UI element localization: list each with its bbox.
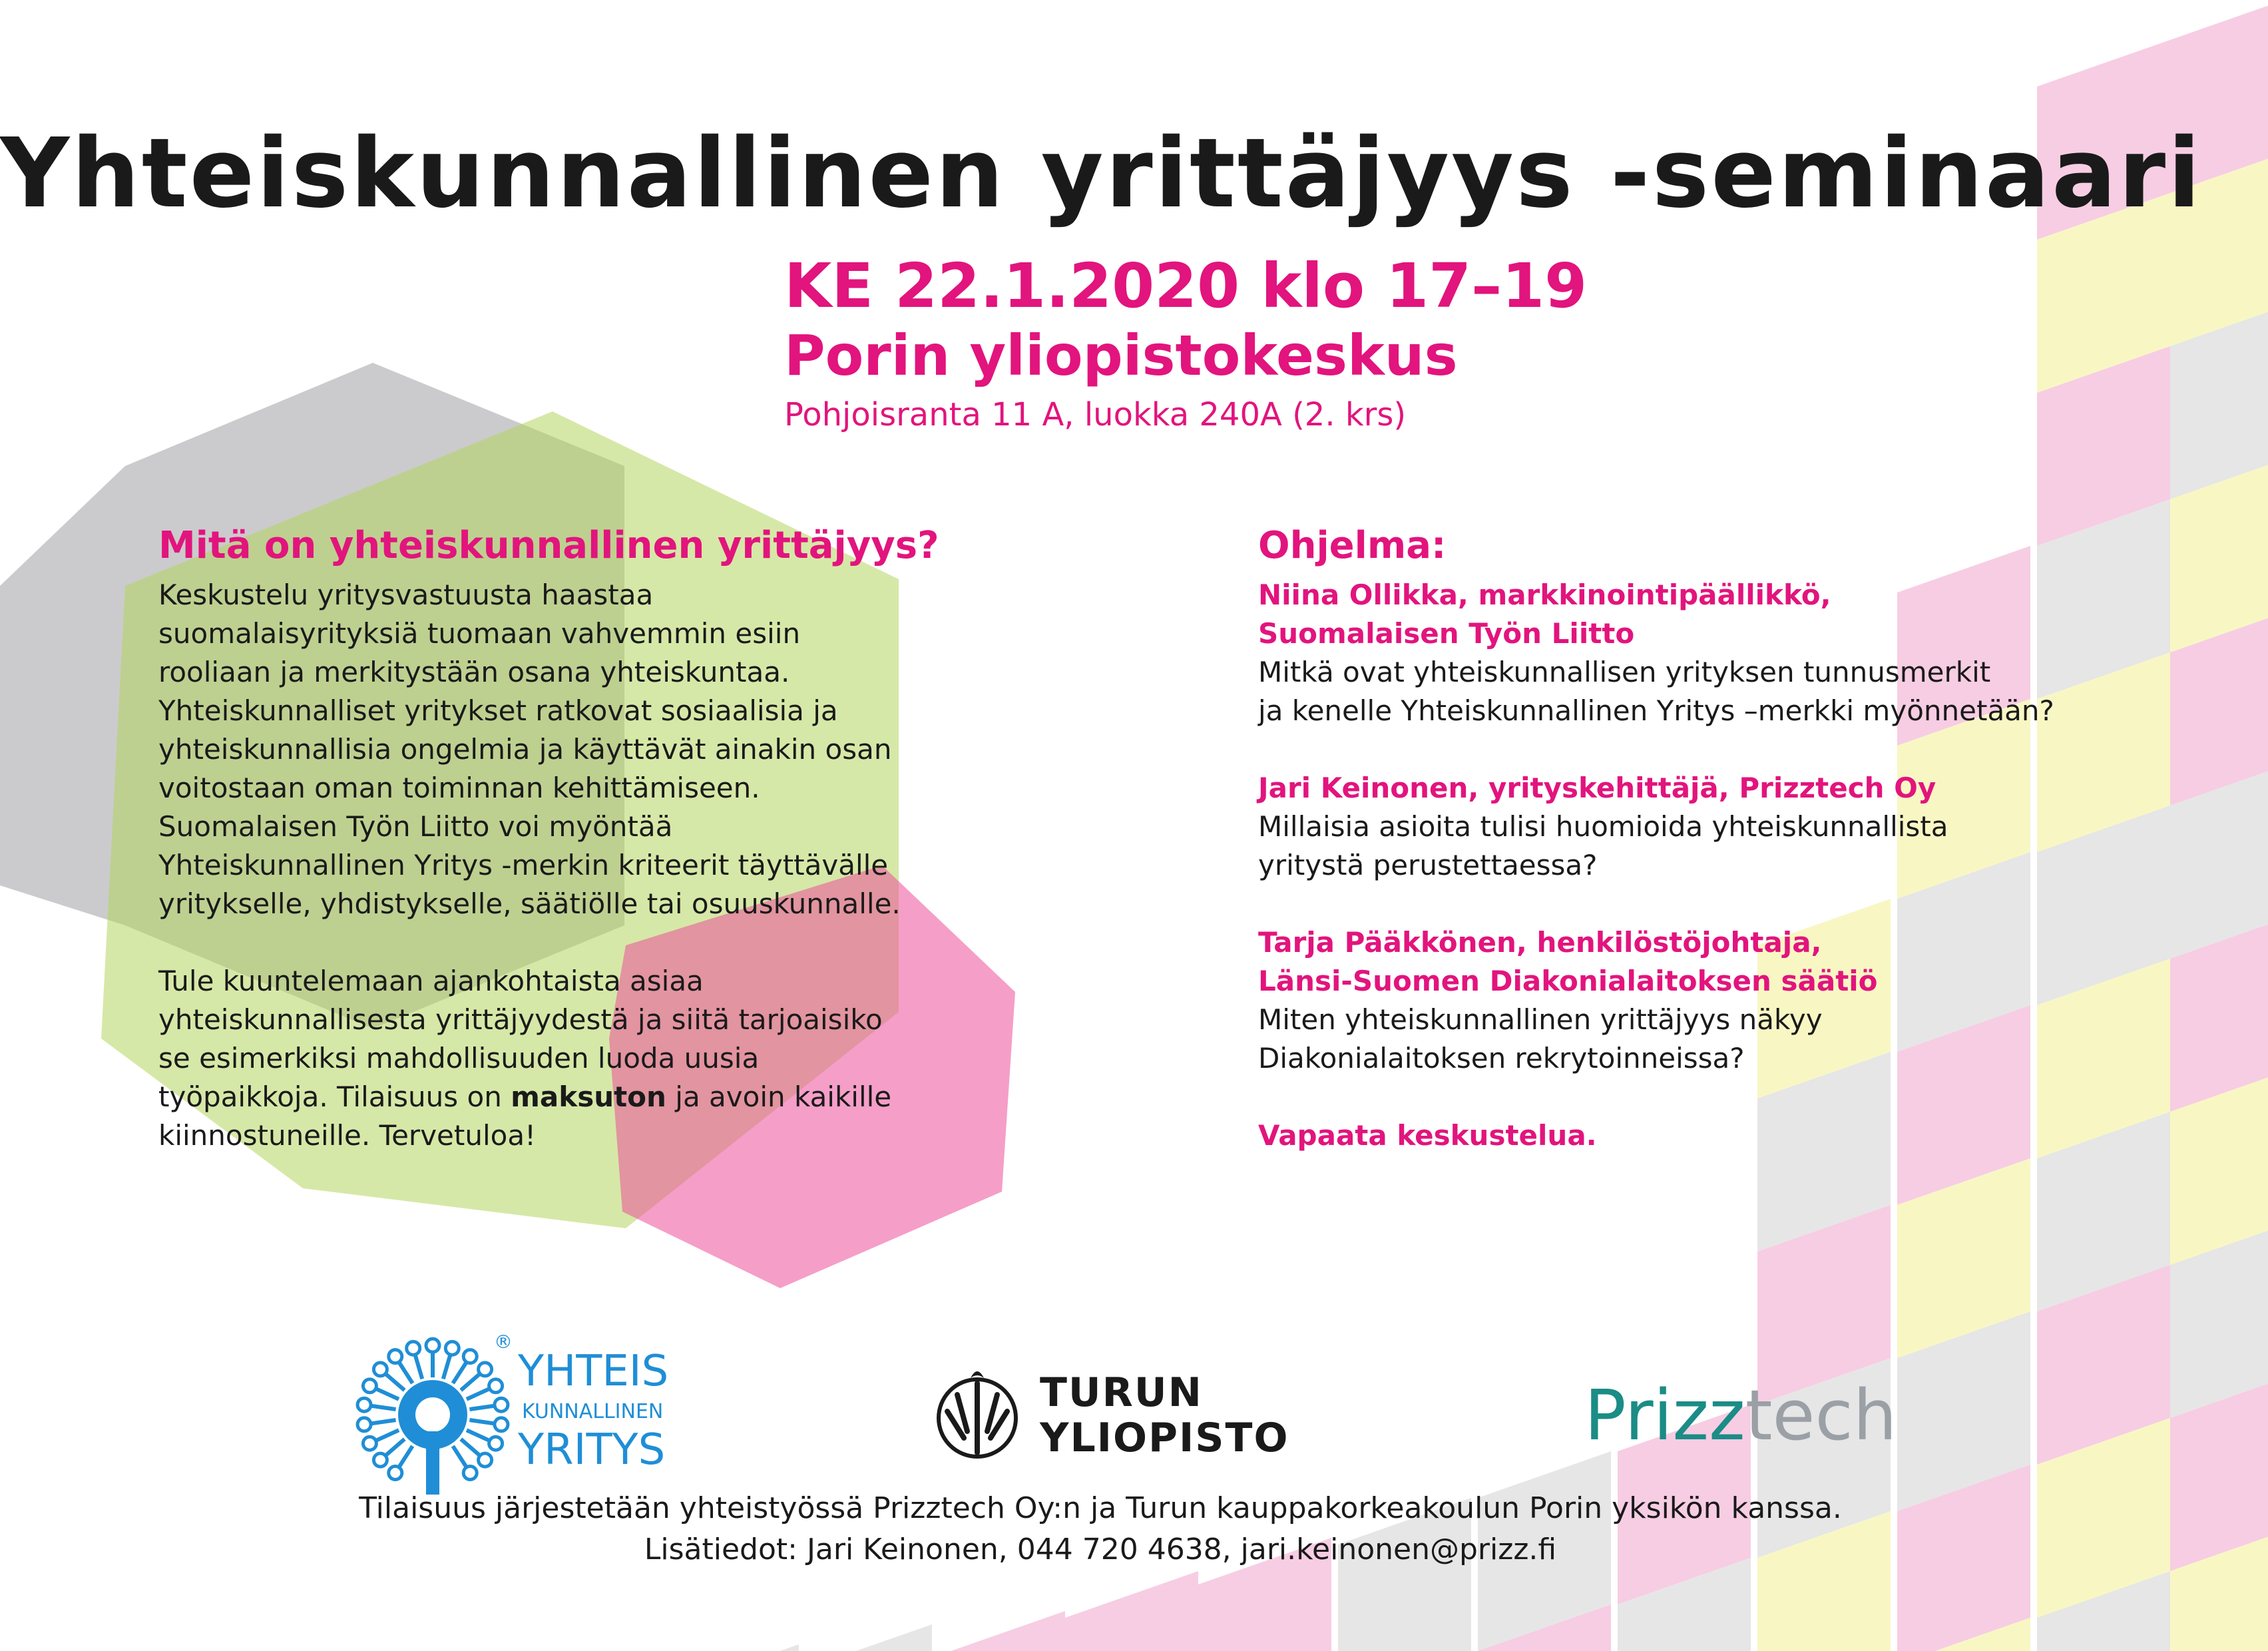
intro-line: se esimerkiksi mahdollisuuden luoda uusia bbox=[158, 1042, 760, 1074]
event-address: Pohjoisranta 11 A, luokka 240A (2. krs) bbox=[784, 396, 1407, 433]
topic-line: Miten yhteiskunnallinen yrittäjyys näkyy bbox=[1258, 1003, 1823, 1036]
intro-line: Yhteiskunnallinen Yritys -merkin kriteerit täyttävälle bbox=[158, 849, 889, 881]
free-of-charge-emphasis: maksuton bbox=[511, 1080, 666, 1113]
topic-line: Millaisia asioita tulisi huomioida yhteiskunnallista bbox=[1258, 810, 1948, 843]
prizztech-logo bbox=[1584, 1375, 1897, 1456]
intro-line: Suomalaisen Työn Liitto voi myöntää bbox=[158, 810, 673, 843]
speaker-line: Tarja Pääkkönen, henkilöstöjohtaja, bbox=[1258, 926, 1822, 959]
decor-tile bbox=[1065, 1571, 1198, 1651]
prizztech-logo-part2: tech bbox=[1745, 1375, 1897, 1456]
intro-line-with-bold bbox=[158, 1078, 944, 1116]
intro-line: yhteiskunnallisesta yrittäjyydestä ja siitä tarjoaisiko bbox=[158, 1003, 883, 1036]
torch-emblem-icon bbox=[931, 1365, 1024, 1465]
dandelion-icon bbox=[353, 1335, 513, 1495]
topic-line: yritystä perustettaessa? bbox=[1258, 849, 1598, 881]
speaker-line: Suomalaisen Työn Liitto bbox=[1258, 617, 1635, 650]
intro-line: Keskustelu yritysvastuusta haastaa bbox=[158, 579, 654, 611]
program-heading: Ohjelma: bbox=[1258, 524, 1447, 567]
intro-paragraph-2 bbox=[158, 962, 944, 1155]
intro-paragraph-1 bbox=[158, 576, 944, 923]
intro-line: Yhteiskunnalliset yritykset ratkovat sosiaalisia ja bbox=[158, 694, 838, 727]
intro-line: Tule kuuntelemaan ajankohtaista asiaa bbox=[158, 965, 704, 997]
event-place: Porin yliopistokeskus bbox=[784, 323, 1458, 388]
intro-line: voitostaan oman toiminnan kehittämiseen. bbox=[158, 772, 760, 804]
speaker-line: Länsi-Suomen Diakonialaitoksen säätiö bbox=[1258, 965, 1878, 997]
decor-tile bbox=[799, 1624, 932, 1651]
program-item bbox=[1258, 923, 2137, 1078]
intro-line: suomalaisyrityksiä tuomaan vahvemmin esiin bbox=[158, 617, 801, 650]
program-section bbox=[1258, 516, 2137, 1155]
intro-line: yritykselle, yhdistykselle, säätiölle tai osuuskunnalle. bbox=[158, 887, 901, 920]
page-title: Yhteiskunnallinen yrittäjyys -seminaari bbox=[0, 117, 2203, 229]
event-info bbox=[784, 250, 1587, 438]
topic-line: Diakonialaitoksen rekrytoinneissa? bbox=[1258, 1042, 1745, 1074]
program-item bbox=[1258, 576, 2137, 730]
registered-mark: ® bbox=[494, 1331, 513, 1353]
yk-logo-line1: YHTEIS bbox=[518, 1347, 669, 1396]
yk-logo-line2: KUNNALLINEN bbox=[522, 1400, 664, 1423]
footer-contact: Lisätiedot: Jari Keinonen, 044 720 4638, jari.keinonen@prizz.fi bbox=[644, 1533, 1557, 1566]
topic-line: ja kenelle Yhteiskunnallinen Yritys –merkki myönnetään? bbox=[1258, 694, 2054, 727]
decor-tile bbox=[666, 1644, 799, 1651]
speaker-line: Jari Keinonen, yrityskehittäjä, Prizztech Oy bbox=[1258, 772, 1936, 804]
intro-line: kiinnostuneille. Tervetuloa! bbox=[158, 1119, 536, 1152]
intro-line: yhteiskunnallisia ongelmia ja käyttävät ainakin osan bbox=[158, 733, 892, 766]
tu-line2: YLIOPISTO bbox=[1040, 1415, 1289, 1461]
turun-yliopisto-wordmark bbox=[1040, 1370, 1289, 1461]
intro-text: työpaikkoja. Tilaisuus on bbox=[158, 1080, 511, 1113]
intro-section bbox=[158, 516, 944, 1155]
intro-line: rooliaan ja merkitystään osana yhteiskuntaa. bbox=[158, 656, 790, 688]
intro-text: ja avoin kaikille bbox=[666, 1080, 892, 1113]
speaker-line: Niina Ollikka, markkinointipäällikkö, bbox=[1258, 579, 1831, 611]
program-item bbox=[1258, 769, 2137, 885]
yhteiskunnallinen-yritys-logo bbox=[353, 1331, 669, 1497]
intro-heading: Mitä on yhteiskunnallinen yrittäjyys? bbox=[158, 524, 939, 567]
topic-line: Mitkä ovat yhteiskunnallisen yrityksen tunnusmerkit bbox=[1258, 656, 1991, 688]
footer-organizers: Tilaisuus järjestetään yhteistyössä Prizztech Oy:n ja Turun kauppakorkeakoulun Porin yksikön kanssa. bbox=[359, 1491, 1842, 1525]
prizztech-logo-part1: Prizz bbox=[1584, 1375, 1745, 1456]
event-date: KE 22.1.2020 klo 17–19 bbox=[784, 250, 1588, 322]
decor-tile bbox=[932, 1611, 1065, 1651]
tu-line1: TURUN bbox=[1040, 1369, 1203, 1416]
program-closing: Vapaata keskustelua. bbox=[1258, 1119, 1597, 1152]
turun-yliopisto-logo bbox=[931, 1365, 1289, 1467]
yk-logo-line3: YRITYS bbox=[518, 1425, 666, 1475]
